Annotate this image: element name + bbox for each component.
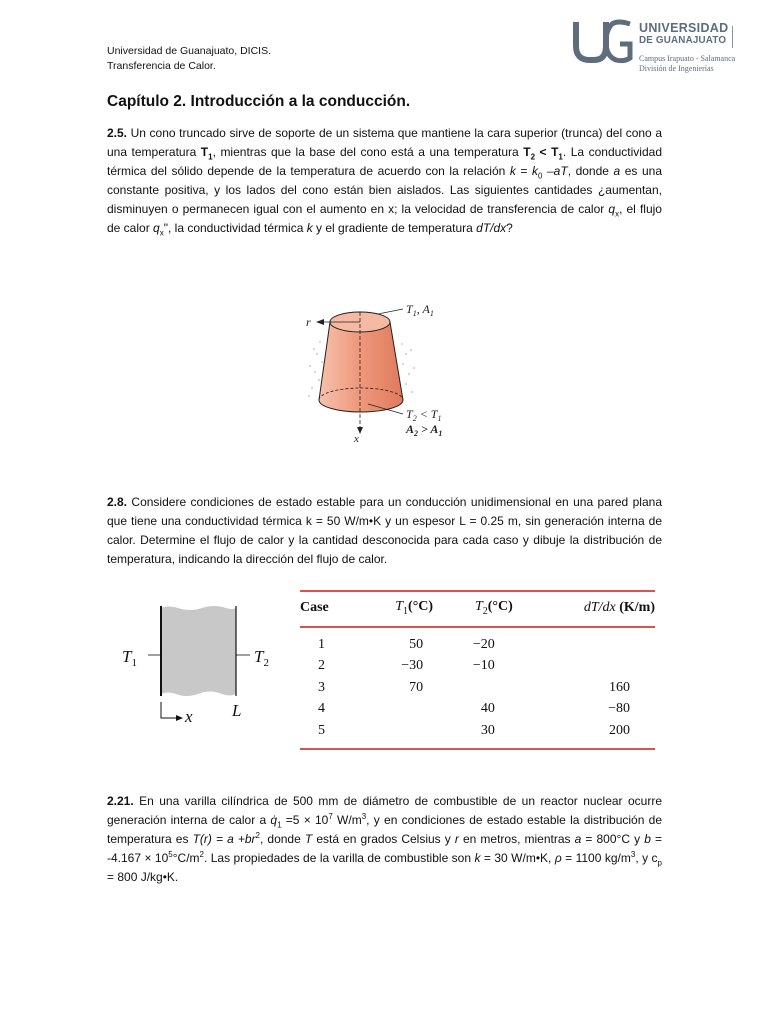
symbol: k [509,164,516,178]
text: °C/m [172,851,200,865]
header-unit: (K/m) [615,599,655,615]
header-label: T [395,599,404,614]
ug-logo-icon [572,18,634,64]
truncated-cone-figure [300,292,470,447]
label-part: < T [416,407,438,421]
cell-t1 [358,698,434,720]
x-arrow-icon [176,715,183,721]
superscript: 5 [168,850,173,859]
table-row [300,698,655,720]
cell-t1: 50 [409,636,424,652]
chapter-title: Capítulo 2. Introducción a la conducción. [107,93,411,110]
subscript: x [615,209,620,219]
superscript: 2 [199,850,204,859]
header-course: Transferencia de Calor. [107,60,216,72]
subscript: 1 [277,820,282,830]
logo-campus [639,54,735,74]
top-face-label [406,302,434,318]
thickness-label: L [232,701,242,720]
text: en metros, mientras [458,832,575,846]
text: , mientras que la base del cono está a una temperatura [212,145,524,159]
header-unit: (°C) [408,599,434,614]
wall-body [161,606,236,696]
text: Considere condiciones de estado estable para un conducción unidimensional en una pared plana que tiene una conductividad térmica k = 50 W/m•K y un espesor L = 0.25 m, sin generación interna de calor. Determine el flujo de calor y la cantidad desconocida para cada caso y dibuje la distribución de temperatura, indicando la dirección del flujo de calor. [107,495,662,566]
cases-table [300,590,655,750]
text: , el flujo de calor [107,202,662,235]
header-label: Case [300,599,329,615]
text: = [515,164,532,178]
label-part: T [406,407,413,421]
cell-case: 5 [300,720,358,750]
symbol: q̇ [270,813,278,827]
table-row [300,655,655,677]
superscript: 3 [361,812,367,821]
superscript: 7 [328,812,333,821]
label-sub: 1 [438,429,443,438]
symbol: dT/dx [476,221,507,235]
logo-campus-line2: División de Ingenierías [639,64,714,73]
symbol: k [532,164,538,178]
label-sub: 1 [429,309,434,318]
symbol: r [454,832,459,846]
text: = -4.167 × 10 [107,832,662,865]
symbol: T [551,145,559,159]
table-row [300,627,655,656]
cell-t2: 40 [480,701,495,717]
symbol: T [200,145,209,159]
text: = 800°C y [581,832,645,846]
header-sub: 2 [482,605,488,617]
x-label: x [185,707,193,726]
r-axis-arrow-icon [316,319,324,325]
col-grad [513,591,655,627]
text: = 1100 kg/m [561,851,631,865]
symbol: < [535,145,552,159]
subscript: x [159,228,164,238]
problem-number: 2.21. [107,794,134,808]
cell-case: 4 [318,701,325,717]
label-sub: 2 [412,414,417,423]
problem-2-5 [107,124,662,238]
symbol: –aT [542,164,568,178]
symbol: ρ [554,851,562,865]
cell-case: 1 [318,636,325,652]
label-part: T [254,647,264,666]
cell-grad: 160 [609,679,630,695]
symbol: a [574,832,582,846]
label-part: T [406,302,413,316]
symbol: T(r) = a +br [192,832,256,846]
label-sub: 2 [414,429,419,438]
text: es una constante positiva, y los lados del cono están bien aislados. Las siguientes cantidades ¿aumentan, disminuyen o permanecen igual con el aumento en x; la velocidad de transferencia de calor [107,164,662,216]
plane-wall-figure [118,598,293,733]
cell-grad: 200 [513,720,655,750]
t2-label [254,647,269,669]
cell-case: 2 [318,658,325,674]
subscript: 2 [530,152,536,162]
top-leader-line [378,309,403,314]
text: y el gradiente de temperatura [312,221,477,235]
t1-label [122,647,137,669]
text: está en grados Celsius y [312,832,455,846]
base-area-label [405,422,442,438]
text: , la conductividad térmica [167,221,307,235]
text: = 800 J/kg•K. [107,870,179,884]
text: W/m [332,813,362,827]
document-header [107,44,271,74]
symbol: T [304,832,313,846]
cell-t2: −10 [472,658,495,674]
label-part: T [122,647,132,666]
text: ? [506,221,513,235]
superscript: 2 [255,831,260,840]
header-unit: (°C) [487,599,513,614]
x-label: x [354,433,359,445]
cell-t2: 30 [433,720,513,750]
header-label: dT/dx [583,599,616,615]
problem-number: 2.5. [107,126,128,140]
problem-2-21 [107,792,662,887]
subscript: 0 [538,171,543,181]
table-header-row [300,591,655,627]
logo-divider [732,26,733,48]
text: Un cono truncado sirve de soporte de un sistema que mantiene la cara superior (trunca) del cono a una temperatura [107,126,662,159]
symbol: q [153,221,160,235]
cell-grad: −80 [608,701,630,717]
cell-t2: −20 [472,636,495,652]
col-t1 [358,591,434,627]
cell-t1: 70 [409,679,424,695]
header-sub: 1 [403,605,409,617]
col-case [300,591,358,627]
university-logo [572,16,747,80]
symbol: b [644,832,651,846]
symbol: q [608,202,616,216]
text: , donde [259,832,305,846]
problem-2-8 [107,493,662,569]
symbol: T [523,145,531,159]
text: , y en condiciones de estado estable la distribución de temperatura es [107,813,662,846]
header-label: T [474,599,483,614]
symbol: k [474,851,481,865]
label-sub: 1 [412,309,417,318]
label-sub: 2 [263,657,269,669]
subscript: 1 [558,152,563,162]
cell-t1 [358,720,434,750]
symbol: a [613,164,621,178]
superscript: 3 [630,850,636,859]
text: . Las propiedades de la varilla de combustible son [203,851,475,865]
cell-case: 3 [318,679,325,695]
label-sub: 1 [437,414,442,423]
table-row [300,677,655,699]
text: En una varilla cilíndrica de 500 mm de diámetro de combustible de un reactor nuclear ocurre generación interna de calor a [107,794,662,827]
problem-number: 2.8. [107,495,128,509]
cell-t1: −30 [401,658,424,674]
label-sub: 1 [131,657,137,669]
cell-grad [513,655,655,677]
logo-name-line2: DE GUANAJUATO [639,35,727,46]
r-label: r [306,315,311,329]
label-part: , A [416,302,430,316]
logo-name-line1: UNIVERSIDAD [639,21,729,35]
header-institution: Universidad de Guanajuato, DICIS. [107,45,272,57]
text: " [163,221,168,235]
cell-t2 [433,677,513,699]
label-part: A [406,422,415,436]
table-row [300,720,655,750]
text: . La conductividad térmica del sólido depende de la temperatura de acuerdo con la relación [107,145,662,178]
base-temp-label [406,407,441,423]
text: =5 × 10 [281,813,329,827]
subscript: 1 [208,152,213,162]
cell-grad [513,627,655,656]
symbol: k [306,221,313,235]
subscript: p [657,858,662,868]
text: = 30 W/m•K, [480,851,555,865]
label-part: > A [418,422,439,436]
text: , donde [567,164,614,178]
text: , y c [635,851,658,865]
col-t2 [433,591,513,627]
logo-campus-line1: Campus Irapuato - Salamanca [639,54,736,63]
cone-body [319,322,403,412]
